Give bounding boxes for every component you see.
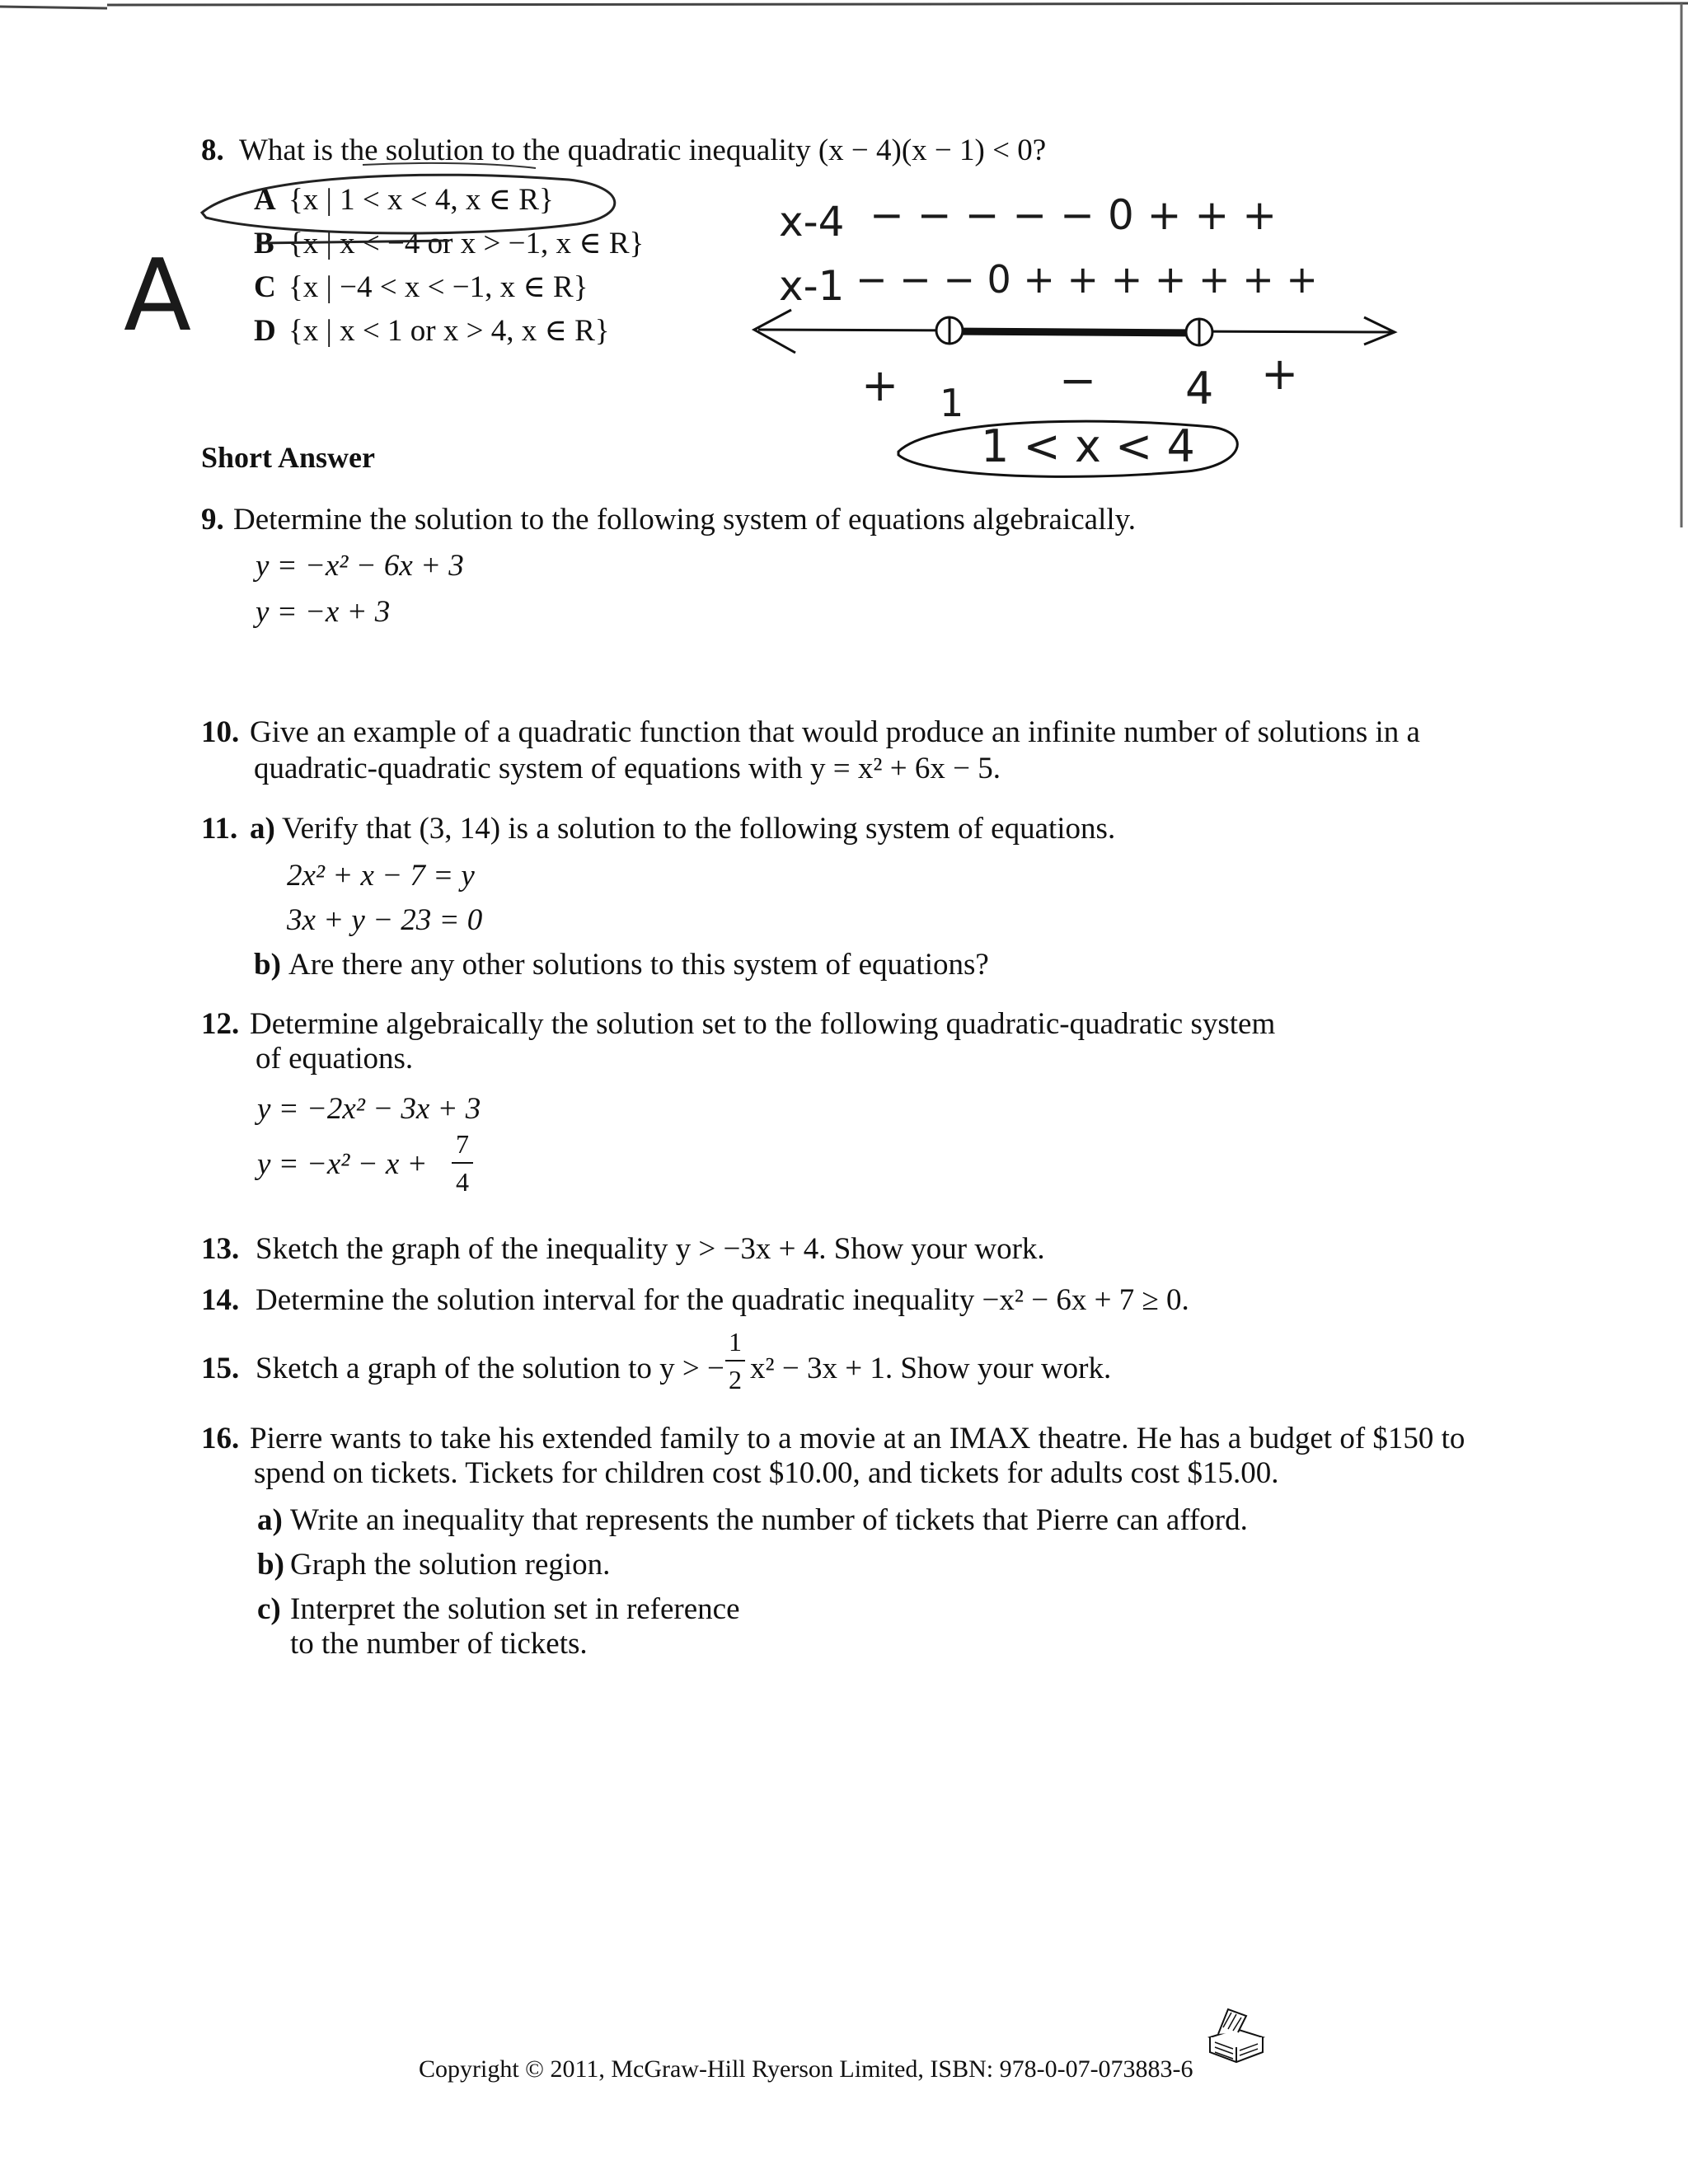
- q11-part-b-text: Are there any other solutions to this system of equations?: [288, 948, 989, 982]
- q11-number: 11.: [201, 812, 238, 846]
- q16-part-b-text: Graph the solution region.: [290, 1548, 611, 1582]
- q15-number: 15.: [201, 1352, 240, 1385]
- q16-part-a-label: a): [257, 1503, 283, 1537]
- q15-fraction-denominator: 2: [729, 1365, 742, 1394]
- q8-option-a-text: {x | 1 < x < 4, x ∈ R}: [288, 183, 554, 217]
- q8-region-sign-left: +: [861, 359, 899, 411]
- q8-tick-label-1: 1: [940, 381, 964, 425]
- q15-prefix: Sketch a graph of the solution to y > −: [256, 1352, 724, 1385]
- q8-sign-row-2: − − − 0 + + + + + + +: [856, 257, 1318, 302]
- q8-question: What is the solution to the quadratic inequality (x − 4)(x − 1) < 0?: [239, 134, 1047, 167]
- q13-number: 13.: [201, 1232, 240, 1266]
- q8-handwritten-answer: A: [124, 239, 192, 354]
- q12-equation-2-prefix: y = −x² − x +: [257, 1147, 428, 1181]
- q10-line-2: quadratic-quadratic system of equations with y = x² + 6x − 5.: [254, 752, 1001, 785]
- q11-part-a-label: a): [250, 812, 275, 846]
- q12-number: 12.: [201, 1007, 240, 1041]
- q11-equation-1: 2x² + x − 7 = y: [287, 859, 475, 893]
- q14-text: Determine the solution interval for the quadratic inequality −x² − 6x + 7 ≥ 0.: [256, 1283, 1189, 1317]
- q8-option-b-letter: B: [254, 227, 274, 260]
- q8-sign-row-label-1: x-4: [779, 198, 845, 246]
- q11-part-b-label: b): [254, 948, 281, 982]
- q8-option-d-letter: D: [254, 314, 276, 348]
- q8-option-c-letter: C: [254, 270, 276, 304]
- q10-line-1: Give an example of a quadratic function that would produce an infinite number of solutions in a: [250, 715, 1420, 749]
- q13-text: Sketch the graph of the inequality y > −3x + 4. Show your work.: [256, 1232, 1045, 1266]
- q8-option-a-letter: A: [254, 183, 276, 217]
- q8-option-d-text: {x | x < 1 or x > 4, x ∈ R}: [288, 314, 610, 348]
- q8-option-c-text: {x | −4 < x < −1, x ∈ R}: [288, 270, 588, 304]
- q8-region-sign-middle: −: [1059, 354, 1097, 406]
- copyright-footer: Copyright © 2011, McGraw-Hill Ryerson Limited, ISBN: 978-0-07-073883-6: [419, 2055, 1193, 2083]
- q9-text: Determine the solution to the following system of equations algebraically.: [233, 503, 1137, 537]
- q16-part-c-label: c): [257, 1592, 281, 1626]
- q12-equation-1: y = −2x² − 3x + 3: [257, 1092, 481, 1126]
- q12-fraction-numerator: 7: [456, 1129, 469, 1159]
- q11-part-a-text: Verify that (3, 14) is a solution to the following system of equations.: [282, 812, 1116, 846]
- q14-number: 14.: [201, 1283, 240, 1317]
- q12-fraction-denominator: 4: [456, 1167, 469, 1197]
- q9-number: 9.: [201, 503, 224, 537]
- open-book-box-icon: [1203, 2004, 1269, 2069]
- q8-handwritten-solution: 1 < x < 4: [981, 420, 1195, 472]
- q12-line-1: Determine algebraically the solution set to the following quadratic-quadratic system: [250, 1007, 1276, 1041]
- q15-fraction-numerator: 1: [729, 1327, 742, 1357]
- q12-fraction-bar: [452, 1162, 473, 1164]
- q9-equation-2: y = −x + 3: [256, 595, 391, 629]
- q16-part-a-text: Write an inequality that represents the number of tickets that Pierre can afford.: [290, 1503, 1248, 1537]
- q9-equation-1: y = −x² − 6x + 3: [256, 549, 464, 583]
- q16-line-1: Pierre wants to take his extended family to a movie at an IMAX theatre. He has a budget of $150 to: [250, 1422, 1465, 1455]
- q11-equation-2: 3x + y − 23 = 0: [287, 903, 483, 937]
- q16-line-2: spend on tickets. Tickets for children cost $10.00, and tickets for adults cost $15.00.: [254, 1456, 1279, 1490]
- q16-part-c-line-2: to the number of tickets.: [290, 1627, 588, 1661]
- q16-part-c-line-1: Interpret the solution set in reference: [290, 1592, 740, 1626]
- q8-option-b-text: {x | x < −4 or x > −1, x ∈ R}: [288, 227, 645, 260]
- q16-part-b-label: b): [257, 1548, 284, 1582]
- q15-suffix: x² − 3x + 1. Show your work.: [750, 1352, 1112, 1385]
- q8-number: 8.: [201, 134, 224, 167]
- q8-sign-row-1: − − − − − 0 + + +: [870, 191, 1278, 239]
- q8-sign-row-label-2: x-1: [779, 262, 845, 310]
- q10-number: 10.: [201, 715, 240, 749]
- q15-fraction-bar: [725, 1360, 745, 1361]
- q12-line-2: of equations.: [256, 1042, 414, 1076]
- q8-tick-label-4: 4: [1185, 363, 1214, 415]
- short-answer-heading: Short Answer: [201, 441, 376, 474]
- q16-number: 16.: [201, 1422, 240, 1455]
- q8-region-sign-right: +: [1261, 348, 1299, 400]
